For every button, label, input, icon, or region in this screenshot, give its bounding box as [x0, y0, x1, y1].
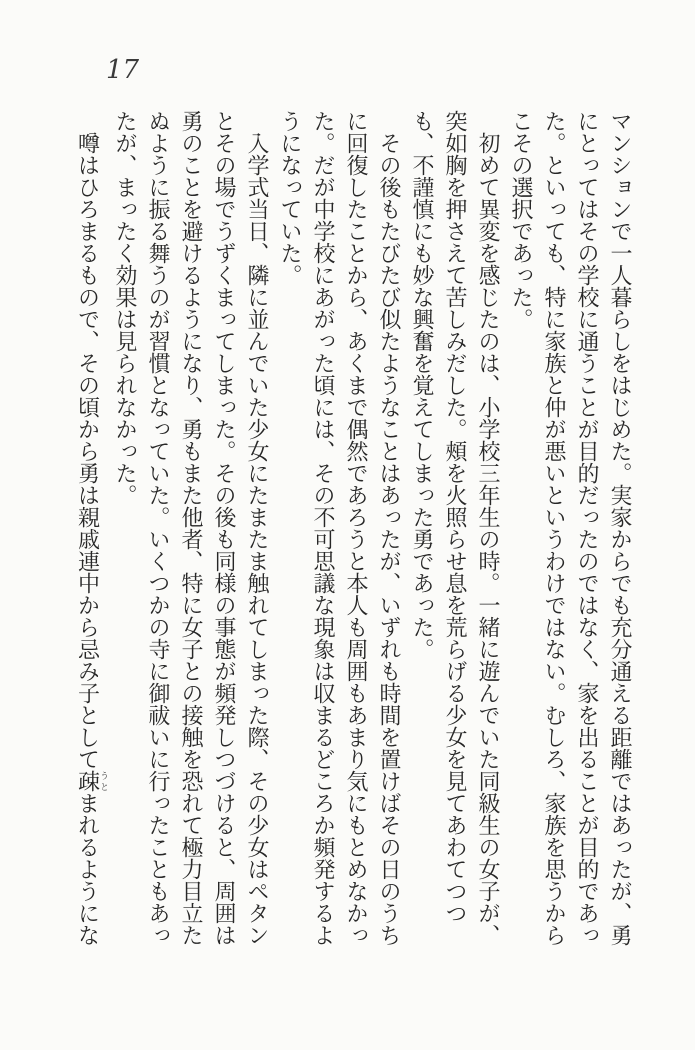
- paragraph: 初めて異変を感じたのは、小学校三年生の時。一緒に遊んでいた同級生の女子が、突如胸を押さえて苦しみだした。頰を火照らせ息を荒らげる少女を見てあわてつつも、不謹慎にも妙な興奮を覚えてしまった勇であった。: [409, 110, 500, 946]
- paragraph: [71, 110, 109, 950]
- page-number: 17: [106, 55, 140, 85]
- paragraph: 入学式当日、隣に並んでいた少女にたまたま触れてしまった際、その少女はペタンとその場でうずくまってしまった。その後も同様の事態が頻発しつづけると、周囲は勇のことを避けるようになり、勇もまた他者、特に女子との接触を恐れて極力目立たぬように振る舞うのが習慣となっていた。いくつかの寺に御祓いに行ったこともあったが、まったく効果は見られなかった。: [112, 110, 269, 946]
- body-text: [71, 110, 637, 950]
- ruby-text: うと: [98, 770, 108, 792]
- ruby-base: 疎: [74, 770, 100, 792]
- paragraph-text: まれるようにな: [74, 792, 100, 946]
- paragraph: マンションで一人暮らしをはじめた。実家からでも充分通える距離ではあったが、勇にとってはその学校に通うことが目的だったのではなく、家を出ることが目的であった。といっても、特に家族と仲が悪いというわけではない。むしろ、家族を思うからこその選択であった。: [508, 110, 632, 946]
- paragraph: その後もたびたび似たようなことはあったが、いずれも時間を置けばその日のうちに回復したことから、あくまで偶然であろうと本人も周囲もあまり気にもとめなかった。だが中学校にあがった頃には、その不可思議な現象は収まるどころか頻発するようになっていた。: [277, 110, 401, 946]
- paragraph-text: 噂はひろまるもので、その頃から勇は親戚連中から忌み子として: [74, 110, 100, 770]
- ruby-annotation: [74, 770, 108, 792]
